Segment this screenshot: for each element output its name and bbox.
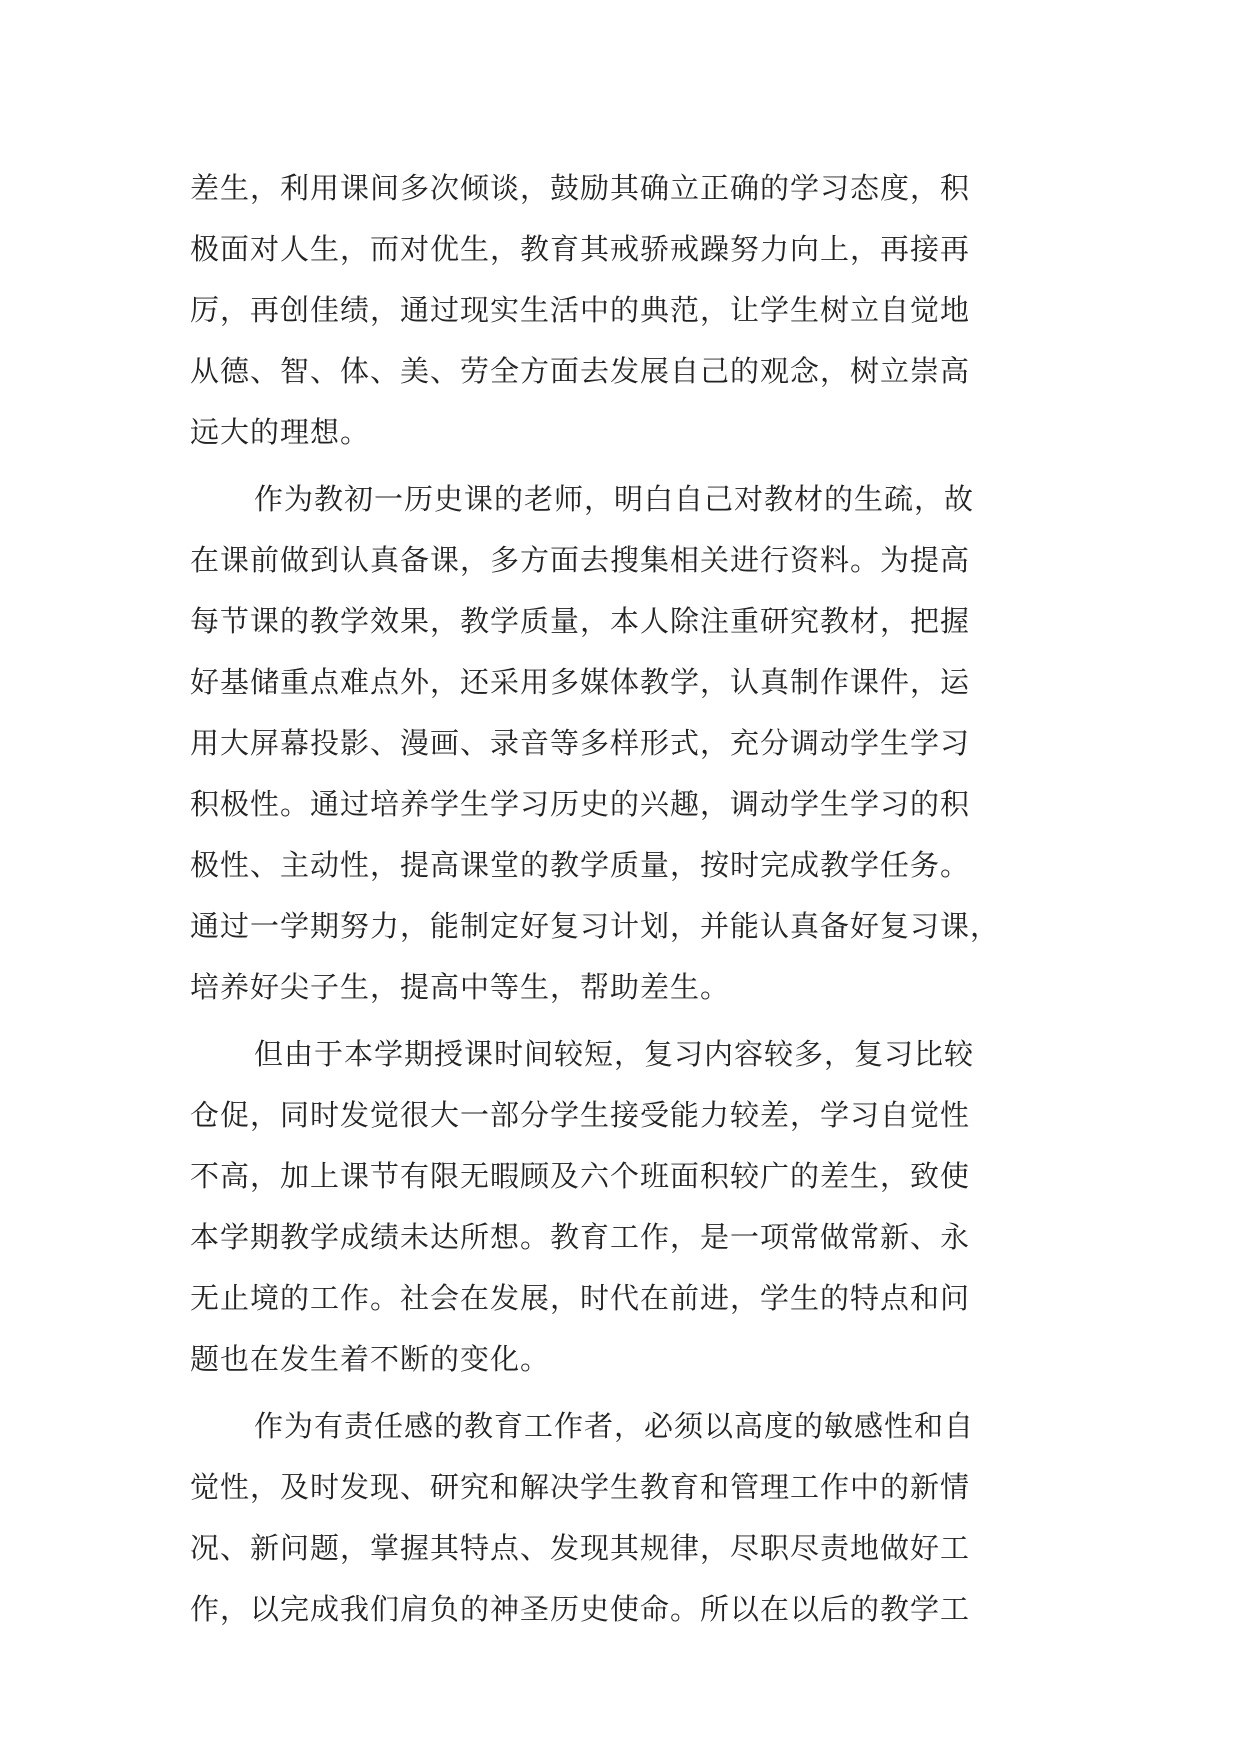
text-line: 积极性。通过培养学生学习历史的兴趣，调动学生学习的积	[190, 787, 971, 821]
paragraph-first-line: 但由于本学期授课时间较短，复习内容较多，复习比较	[254, 1037, 975, 1071]
text-line: 不高，加上课节有限无暇顾及六个班面积较广的差生，致使	[190, 1159, 971, 1193]
text-line: 仓促，同时发觉很大一部分学生接受能力较差，学习自觉性	[190, 1098, 971, 1132]
text-line: 培养好尖子生，提高中等生，帮助差生。	[190, 970, 731, 1004]
text-line: 作，以完成我们肩负的神圣历史使命。所以在以后的教学工	[190, 1592, 971, 1626]
text-line: 差生，利用课间多次倾谈，鼓励其确立正确的学习态度，积	[190, 171, 971, 205]
text-line: 从德、智、体、美、劳全方面去发展自己的观念，树立崇高	[190, 354, 971, 388]
text-line: 厉，再创佳绩，通过现实生活中的典范，让学生树立自觉地	[190, 293, 971, 327]
text-line: 用大屏幕投影、漫画、录音等多样形式，充分调动学生学习	[190, 726, 971, 760]
paragraph-first-line: 作为教初一历史课的老师，明白自己对教材的生疏，故	[254, 482, 975, 516]
body-text	[190, 158, 1070, 1640]
text-line: 通过一学期努力，能制定好复习计划，并能认真备好复习课，	[190, 909, 1001, 943]
text-line: 在课前做到认真备课，多方面去搜集相关进行资料。为提高	[190, 543, 971, 577]
text-line: 每节课的教学效果，教学质量，本人除注重研究教材，把握	[190, 604, 971, 638]
text-line: 极面对人生，而对优生，教育其戒骄戒躁努力向上，再接再	[190, 232, 971, 266]
paragraph-first-line: 作为有责任感的教育工作者，必须以高度的敏感性和自	[254, 1409, 975, 1443]
text-line: 况、新问题，掌握其特点、发现其规律，尽职尽责地做好工	[190, 1531, 971, 1565]
text-line: 觉性，及时发现、研究和解决学生教育和管理工作中的新情	[190, 1470, 971, 1504]
text-line: 远大的理想。	[190, 415, 371, 449]
text-line: 好基储重点难点外，还采用多媒体教学，认真制作课件，运	[190, 665, 971, 699]
text-line: 本学期教学成绩未达所想。教育工作，是一项常做常新、永	[190, 1220, 971, 1254]
text-line: 题也在发生着不断的变化。	[190, 1342, 551, 1376]
text-line: 极性、主动性，提高课堂的教学质量，按时完成教学任务。	[190, 848, 971, 882]
text-line: 无止境的工作。社会在发展，时代在前进，学生的特点和问	[190, 1281, 971, 1315]
